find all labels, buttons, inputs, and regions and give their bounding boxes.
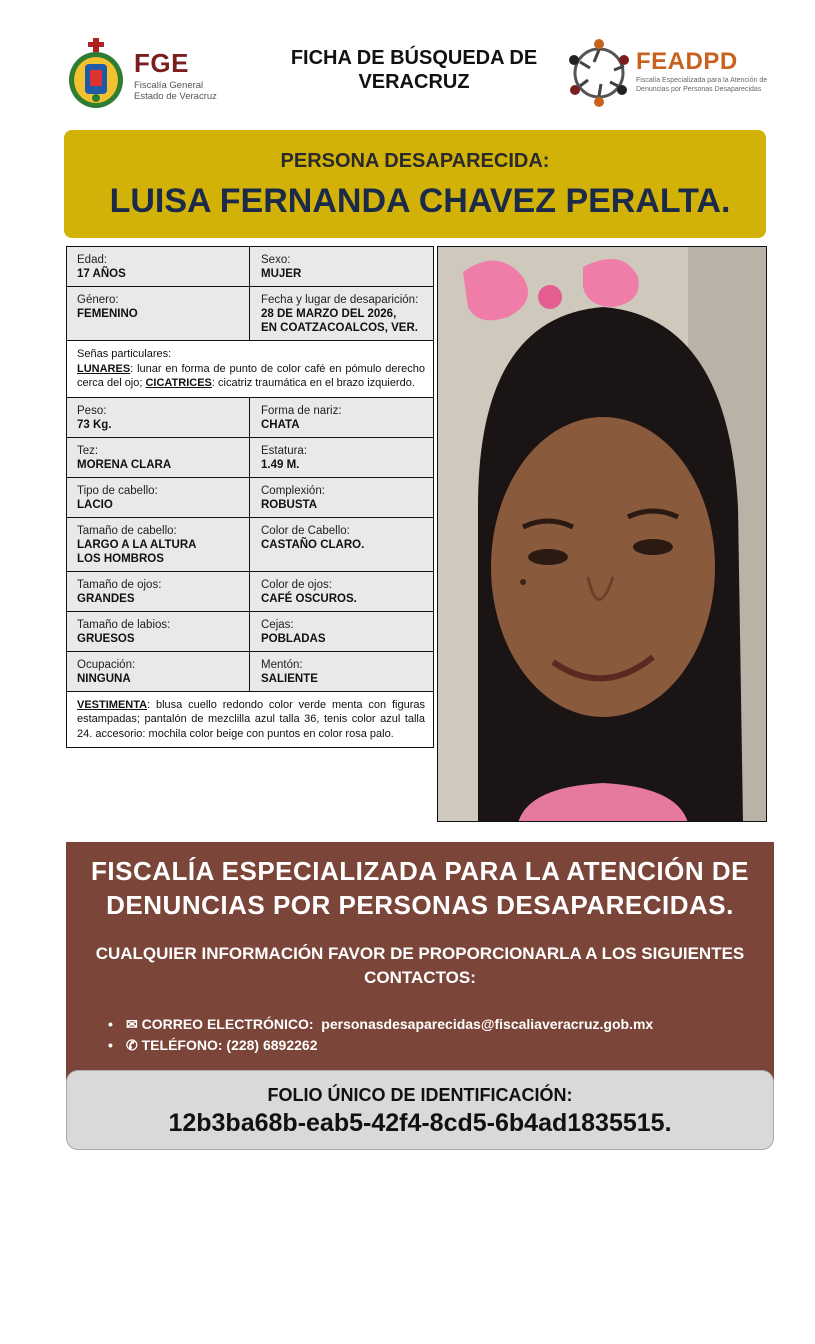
field-fecha xyxy=(249,287,433,340)
table-row xyxy=(67,287,433,341)
field-label: Tipo de cabello: xyxy=(77,484,158,497)
field-label: Color de ojos: xyxy=(261,578,332,591)
field-ocupacion xyxy=(67,652,249,691)
missing-person-photo xyxy=(437,246,767,822)
folio-label: FOLIO ÚNICO DE IDENTIFICACIÓN: xyxy=(267,1085,573,1105)
field-text: : cicatriz traumática en el brazo izquierdo. xyxy=(211,377,415,389)
field-label: Tez: xyxy=(77,444,99,457)
field-nariz xyxy=(249,398,433,437)
field-label: Forma de nariz: xyxy=(261,404,342,417)
field-sexo xyxy=(249,247,433,286)
field-label: Mentón: xyxy=(261,658,303,671)
field-vestimenta xyxy=(67,692,433,748)
contact-email xyxy=(106,1014,653,1035)
field-label: Tamaño de labios: xyxy=(77,618,171,631)
field-value: NINGUNA xyxy=(77,672,131,685)
field-value: CASTAÑO CLARO. xyxy=(261,538,365,551)
field-label: Fecha y lugar de desaparición: xyxy=(261,294,419,306)
field-value: GRUESOS xyxy=(77,632,135,645)
field-value: MORENA CLARA xyxy=(77,458,172,471)
table-row xyxy=(67,572,433,612)
fge-subtitle: Fiscalía General Estado de Veracruz xyxy=(134,80,217,102)
banner-label: PERSONA DESAPARECIDA: xyxy=(280,150,550,172)
field-value: LARGO A LA ALTURA LOS HOMBROS xyxy=(77,538,197,565)
phone-icon: ✆ xyxy=(126,1037,138,1053)
field-label: Edad: xyxy=(77,254,108,266)
fiscalia-title: FISCALÍA ESPECIALIZADA PARA LA ATENCIÓN DE DENUNCIAS POR PERSONAS DESAPARECIDAS. xyxy=(91,856,749,920)
fge-logo xyxy=(64,34,244,112)
keyword-vestimenta: VESTIMENTA xyxy=(77,698,148,711)
keyword-cicatrices: CICATRICES xyxy=(145,377,212,389)
document-title: FICHA DE BÚSQUEDA DE VERACRUZ xyxy=(290,47,538,93)
folio-code: 12b3ba68b-eab5-42f4-8cd5-6b4ad1835515. xyxy=(168,1109,672,1137)
veracruz-coat-of-arms-icon xyxy=(66,36,126,110)
field-color-ojos xyxy=(249,572,433,611)
portrait-illustration xyxy=(438,247,767,822)
field-edad xyxy=(67,247,249,286)
field-value: 1.49 M. xyxy=(261,458,300,471)
table-row xyxy=(67,518,433,572)
header xyxy=(64,34,774,112)
table-row xyxy=(67,341,433,398)
table-row xyxy=(67,398,433,438)
field-value: POBLADAS xyxy=(261,632,326,645)
field-tamano-cabello xyxy=(67,518,249,571)
field-peso xyxy=(67,398,249,437)
field-tipo-cabello xyxy=(67,478,249,517)
field-label: Señas particulares: xyxy=(77,348,172,360)
phone-number[interactable]: (228) 6892262 xyxy=(226,1037,318,1053)
field-label: Estatura: xyxy=(261,444,308,457)
contact-instructions: CUALQUIER INFORMACIÓN FAVOR DE PROPORCIONARLA A LOS SIGUIENTES CONTACTOS: xyxy=(95,944,745,987)
field-senas-particulares xyxy=(67,341,433,397)
feadpd-logo xyxy=(564,34,774,112)
field-label: Sexo: xyxy=(261,254,291,266)
table-row xyxy=(67,652,433,692)
table-row xyxy=(67,612,433,652)
feadpd-abbr: FEADPD xyxy=(636,48,738,75)
field-label: Género: xyxy=(77,294,119,306)
table-row xyxy=(67,438,433,478)
mail-icon: ✉ xyxy=(126,1016,138,1032)
field-text: : blusa cuello redondo color verde menta con figuras estampadas; pantalón de mezclilla azul talla 36, tenis color azul talla 24. accesorio: mochila color beige con puntos en color rosa palo. xyxy=(77,698,425,740)
field-value: GRANDES xyxy=(77,592,135,605)
field-tamano-ojos xyxy=(67,572,249,611)
field-label: Tamaño de cabello: xyxy=(77,524,177,537)
missing-person-banner xyxy=(64,130,766,238)
field-label: Ocupación: xyxy=(77,658,136,671)
table-row xyxy=(67,478,433,518)
field-value: ROBUSTA xyxy=(261,498,318,511)
email-link[interactable]: personasdesaparecidas@fiscaliaveracruz.gob.mx xyxy=(321,1016,654,1032)
details-table xyxy=(66,246,434,748)
folio-box xyxy=(66,1070,774,1150)
contact-list xyxy=(106,1014,653,1056)
field-estatura xyxy=(249,438,433,477)
field-color-cabello xyxy=(249,518,433,571)
field-tez xyxy=(67,438,249,477)
phone-label: TELÉFONO: xyxy=(141,1037,223,1053)
field-label: Tamaño de ojos: xyxy=(77,578,162,591)
keyword-lunares: LUNARES xyxy=(77,362,131,375)
field-label: Peso: xyxy=(77,404,107,417)
contact-phone xyxy=(106,1035,653,1056)
field-value: CAFÉ OSCUROS. xyxy=(261,592,357,605)
field-menton xyxy=(249,652,433,691)
field-text: : lunar en forma de punto de color café en pómulo derecho cerca del ojo; xyxy=(77,362,425,389)
field-value: CHATA xyxy=(261,418,300,431)
email-label: CORREO ELECTRÓNICO: xyxy=(141,1016,314,1032)
field-value: 17 AÑOS xyxy=(77,268,126,280)
field-label: Complexión: xyxy=(261,484,325,497)
table-row xyxy=(67,692,433,748)
fge-abbr: FGE xyxy=(134,48,189,78)
field-complexion xyxy=(249,478,433,517)
field-labios xyxy=(67,612,249,651)
field-value: LACIO xyxy=(77,498,113,511)
field-label: Color de Cabello: xyxy=(261,524,350,537)
field-value: FEMENINO xyxy=(77,308,138,320)
contact-panel xyxy=(66,842,774,1082)
field-label: Cejas: xyxy=(261,618,294,631)
field-value: 73 Kg. xyxy=(77,418,112,431)
field-value: SALIENTE xyxy=(261,672,318,685)
field-cejas xyxy=(249,612,433,651)
field-genero xyxy=(67,287,249,340)
feadpd-subtitle: Fiscalía Especializada para la Atención de Denuncias por Personas Desaparecidas xyxy=(636,77,768,93)
missing-person-name: LUISA FERNANDA CHAVEZ PERALTA. xyxy=(109,182,731,220)
field-value: MUJER xyxy=(261,268,302,280)
field-value: 28 DE MARZO DEL 2026, EN COATZACOALCOS, VER. xyxy=(261,308,418,334)
people-circle-icon xyxy=(564,36,634,110)
table-row xyxy=(67,247,433,287)
